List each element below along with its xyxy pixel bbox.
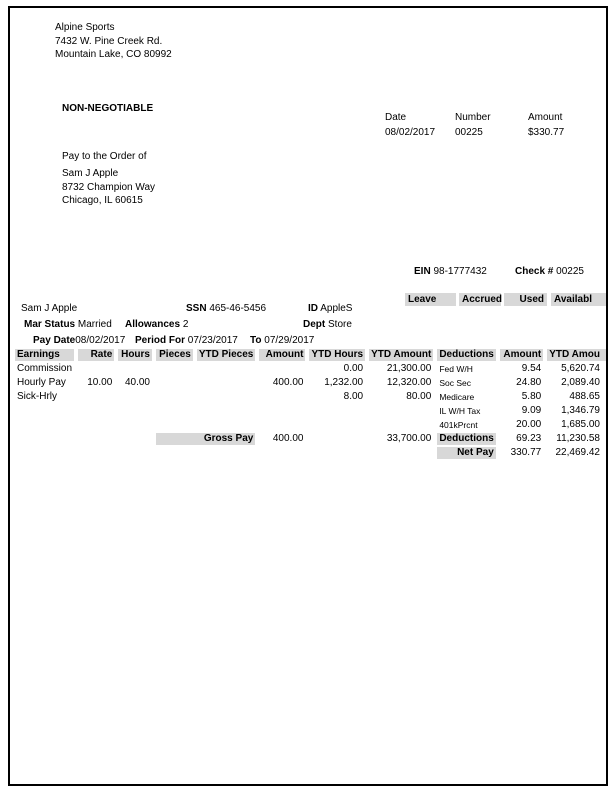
table-row: [15, 363, 602, 375]
check-date-label: Date: [385, 112, 407, 123]
check-no-field: [515, 265, 584, 278]
mar-status-label: Mar Status: [24, 319, 76, 330]
employee-id-label: ID: [308, 303, 318, 314]
used-header-cell: Used: [504, 293, 547, 306]
empty-cell: [369, 447, 433, 459]
check-no-value: 00225: [556, 266, 584, 277]
header-ytd-amount: YTD Amount: [371, 349, 432, 360]
dept-label: Dept: [303, 319, 326, 330]
header-deductions: Deductions: [439, 349, 494, 360]
earning-amount: 400.00: [272, 377, 304, 388]
empty-cell: [259, 419, 305, 431]
payee-address-block: [62, 167, 155, 208]
mar-status-field: [24, 318, 112, 331]
deduction-ytd-amount: 1,346.79: [561, 405, 600, 416]
earning-rate: 10.00: [87, 377, 113, 388]
header-ytd-hours: YTD Hours: [311, 349, 364, 360]
deduction-name: Fed W/H: [439, 364, 473, 374]
empty-cell: [15, 447, 74, 459]
earning-pieces: [156, 391, 193, 403]
ssn-field: [186, 302, 266, 315]
deductions-total-ytd-amount: 11,230.58: [556, 433, 600, 444]
pay-date-value: 08/02/2017: [75, 335, 126, 346]
empty-cell: [259, 447, 305, 459]
empty-cell: [15, 419, 74, 431]
earning-hours: [118, 363, 152, 375]
employee-id-field: [308, 302, 352, 315]
period-for-label: Period For: [135, 335, 186, 346]
earning-pieces: [156, 363, 193, 375]
deduction-ytd-amount: 2,089.40: [561, 377, 600, 388]
header-hours: Hours: [118, 349, 152, 361]
dept-field: [303, 318, 352, 331]
deductions-total-amount: 69.23: [516, 433, 542, 444]
header-ytd-pieces: YTD Pieces: [198, 349, 254, 360]
period-start-value: 07/23/2017: [187, 335, 238, 346]
company-name: Alpine Sports: [55, 22, 115, 33]
allowances-label: Allowances: [125, 319, 181, 330]
ssn-label: SSN: [186, 303, 207, 314]
gross-pay-row: [15, 433, 602, 445]
empty-cell: [118, 447, 152, 459]
earning-ytd-hours: 1,232.00: [324, 377, 364, 388]
earning-ytd-pieces: [197, 377, 255, 389]
earning-ytd-hours: 8.00: [343, 391, 364, 402]
deduction-amount: 20.00: [516, 419, 542, 430]
earning-name: Hourly Pay: [17, 377, 66, 388]
pay-stub-table: [11, 347, 606, 461]
payee-name: Sam J Apple: [62, 168, 119, 179]
empty-cell: [259, 405, 305, 417]
leave-header-cell: Leave: [405, 293, 456, 306]
earning-ytd-pieces: [197, 363, 255, 375]
empty-cell: [78, 447, 114, 459]
employee-id-value: AppleS: [320, 303, 353, 314]
deduction-ytd-amount: 1,685.00: [561, 419, 600, 430]
empty-cell: [369, 405, 433, 417]
empty-cell: [118, 405, 152, 417]
empty-cell: [78, 419, 114, 431]
gross-pay-ytd-amount: 33,700.00: [386, 433, 432, 444]
earning-hours: 40.00: [124, 377, 150, 388]
empty-cell: [118, 433, 152, 445]
payee-address-line1: 8732 Champion Way: [62, 181, 156, 193]
page-border: [8, 6, 608, 786]
empty-cell: [309, 419, 365, 431]
table-row: [15, 377, 602, 389]
deduction-name: Medicare: [439, 392, 475, 402]
header-ded-amount: Amount: [500, 349, 543, 361]
deduction-ytd-amount: 5,620.74: [561, 363, 600, 374]
non-negotiable-stamp: NON-NEGOTIABLE: [62, 103, 154, 114]
earning-name: Sick-Hrly: [17, 391, 57, 402]
gross-pay-label: Gross Pay: [156, 433, 255, 445]
check-no-label: Check #: [515, 266, 554, 277]
empty-cell: [197, 405, 255, 417]
company-address-line1: 7432 W. Pine Creek Rd.: [55, 35, 163, 47]
ein-field: [414, 265, 487, 278]
deductions-total-label: Deductions: [439, 433, 494, 444]
header-ded-ytd-amount: YTD Amou: [547, 349, 602, 361]
pay-date-label: Pay Date: [33, 335, 76, 346]
header-amount: Amount: [259, 349, 305, 361]
deduction-amount: 24.80: [516, 377, 542, 388]
check-number-value: 00225: [455, 127, 483, 138]
header-pieces: Pieces: [156, 349, 193, 361]
deduction-name: IL W/H Tax: [439, 406, 481, 416]
deduction-amount: 9.09: [521, 405, 542, 416]
table-header-row: [15, 349, 602, 361]
empty-cell: [118, 419, 152, 431]
deduction-name: 401kPrcnt: [439, 420, 478, 430]
empty-cell: [156, 419, 193, 431]
net-pay-amount: 330.77: [510, 447, 542, 458]
period-to-field: [250, 334, 314, 347]
net-pay-ytd-amount: 22,469.42: [555, 447, 600, 458]
pay-to-label: Pay to the Order of: [62, 151, 147, 162]
deduction-name: Soc Sec: [439, 378, 471, 388]
ssn-value: 465-46-5456: [209, 303, 267, 314]
company-address-block: [55, 21, 172, 62]
empty-cell: [156, 447, 193, 459]
earning-name: Commission: [17, 363, 73, 374]
employee-name: Sam J Apple: [21, 303, 78, 314]
earning-ytd-hours: 0.00: [343, 363, 364, 374]
table-row: [15, 419, 602, 431]
allowances-value: 2: [182, 319, 189, 330]
check-amount-label: Amount: [528, 112, 563, 123]
check-amount-value: $330.77: [528, 127, 565, 138]
dept-value: Store: [328, 319, 352, 330]
earning-pieces: [156, 377, 193, 389]
earning-rate: [78, 391, 114, 403]
deduction-amount: 9.54: [521, 363, 542, 374]
earning-hours: [118, 391, 152, 403]
period-for-field: [135, 334, 238, 347]
empty-cell: [197, 447, 255, 459]
deduction-ytd-amount: 488.65: [569, 391, 600, 402]
empty-cell: [309, 447, 365, 459]
earning-ytd-amount: 21,300.00: [386, 363, 432, 374]
empty-cell: [156, 405, 193, 417]
pay-date-field: [33, 334, 125, 347]
empty-cell: [309, 433, 365, 445]
check-date-value: 08/02/2017: [385, 127, 436, 138]
ein-label: EIN: [414, 266, 431, 277]
check-number-label: Number: [455, 112, 491, 123]
empty-cell: [369, 419, 433, 431]
available-header-cell: Availabl: [551, 293, 608, 306]
net-pay-label: Net Pay: [437, 447, 495, 459]
earning-ytd-amount: 80.00: [406, 391, 432, 402]
empty-cell: [78, 405, 114, 417]
empty-cell: [15, 433, 74, 445]
payee-address-line2: Chicago, IL 60615: [62, 195, 143, 206]
table-row: [15, 405, 602, 417]
earning-rate: [78, 363, 114, 375]
net-pay-row: [15, 447, 602, 459]
empty-cell: [197, 419, 255, 431]
accrued-header-cell: Accrued: [459, 293, 501, 306]
empty-cell: [78, 433, 114, 445]
period-end-value: 07/29/2017: [264, 335, 315, 346]
earning-ytd-pieces: [197, 391, 255, 403]
company-address-line2: Mountain Lake, CO 80992: [55, 49, 172, 60]
header-rate: Rate: [78, 349, 114, 361]
table-row: [15, 391, 602, 403]
gross-pay-amount: 400.00: [272, 433, 304, 444]
earning-amount: [259, 391, 305, 403]
deduction-amount: 5.80: [521, 391, 542, 402]
earning-amount: [259, 363, 305, 375]
earning-ytd-amount: 12,320.00: [386, 377, 432, 388]
ein-value: 98-1777432: [433, 266, 487, 277]
empty-cell: [309, 405, 365, 417]
period-to-label: To: [250, 335, 262, 346]
header-earnings: Earnings: [15, 349, 74, 361]
allowances-field: [125, 318, 188, 331]
mar-status-value: Married: [77, 319, 112, 330]
empty-cell: [15, 405, 74, 417]
